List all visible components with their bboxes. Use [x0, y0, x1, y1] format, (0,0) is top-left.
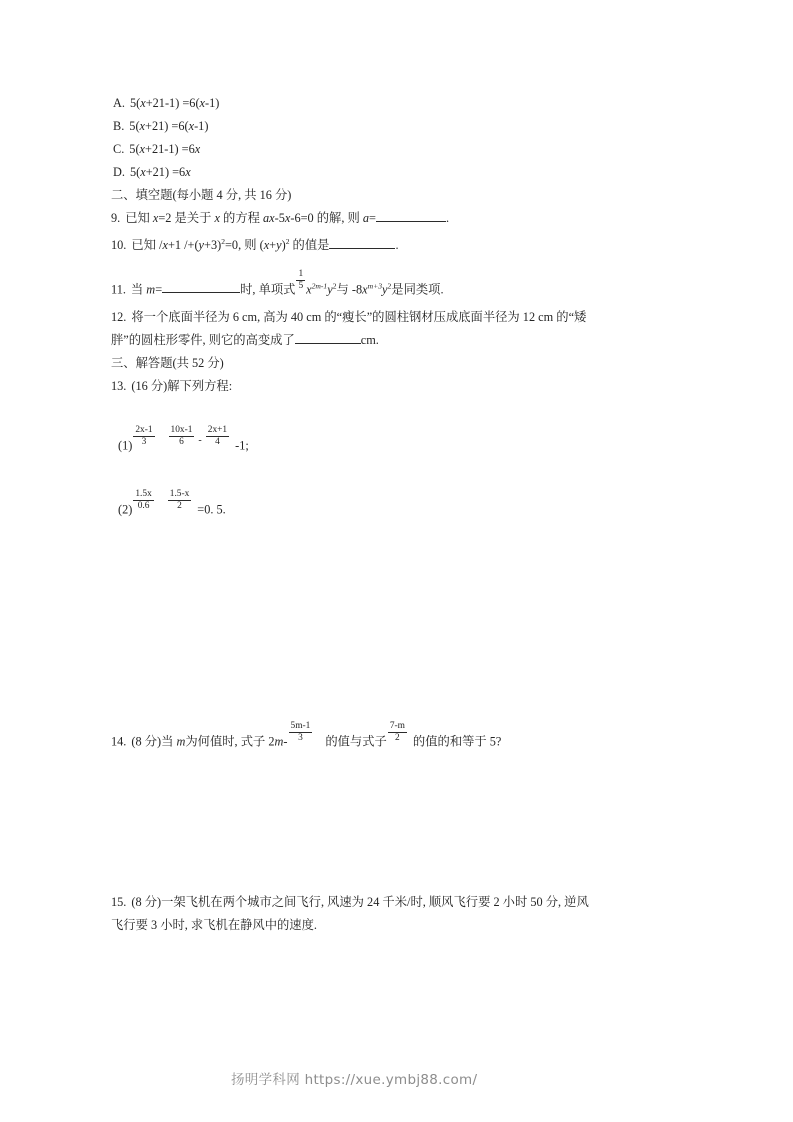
watermark: [231, 1068, 477, 1088]
q11-monomial1-exponent-x: 2m-1: [311, 281, 328, 291]
question-11: [111, 269, 444, 300]
q11-equals: =: [155, 282, 163, 297]
q9-text-1: 已知: [125, 211, 153, 225]
q14-text-4: 的值与式子: [325, 734, 387, 749]
q11-text-5: 是同类项.: [391, 282, 444, 297]
choice-a-coefficient: 5: [129, 96, 137, 110]
choice-a-var-x2: x: [199, 96, 206, 110]
choice-b-coefficient: 5: [129, 119, 136, 133]
q13-item2-tail: =0. 5.: [197, 502, 226, 517]
question-15-line-1: [111, 892, 589, 913]
q11-monomial2-base-y: y: [382, 282, 388, 297]
choice-a-var-x1: x: [140, 96, 146, 110]
choice-d-var-x2: x: [185, 165, 191, 179]
choice-b-letter: B.: [113, 119, 125, 133]
question-12-line-1: [111, 307, 586, 328]
section-three-heading: 三、解答题(共 52 分): [111, 356, 224, 370]
choice-c-coefficient: 5: [129, 142, 136, 156]
q14-frac1-numerator: 5m-1: [290, 721, 311, 731]
q11-coefficient-fraction: [296, 269, 305, 291]
choice-c-var-x1: x: [139, 142, 146, 156]
q9-answer-blank[interactable]: [376, 209, 446, 222]
q9-var-a: a: [362, 211, 370, 225]
q10-number: 10.: [111, 238, 127, 253]
choice-b-minus2: -1: [194, 119, 205, 133]
q13-item2-frac2-numerator: 1.5-x: [169, 489, 190, 499]
q15-text-line1: (8 分)一架飞机在两个城市之间飞行, 风速为 24 千米/时, 顺风飞行要 2 小时 50 分, 逆风: [131, 895, 589, 909]
q13-item1-tail: -1;: [235, 438, 249, 453]
choice-a-mid2: ) =6(: [175, 96, 200, 110]
choice-a-minus1: -1: [164, 96, 176, 110]
q13-item1-label: (1): [118, 438, 133, 453]
question-13-item-1: [118, 425, 249, 456]
choice-c-mid2: ) =6: [174, 142, 195, 156]
q13-item2-fraction-2: [168, 489, 192, 511]
choice-d-var-x1: x: [140, 165, 146, 179]
q10-exponent-2: 2: [285, 237, 290, 246]
question-10: [111, 231, 399, 256]
q13-item1-frac2-numerator: 10x-1: [170, 425, 193, 435]
q14-number: 14.: [111, 734, 127, 749]
q14-frac1-denominator: 3: [298, 732, 303, 743]
question-12-line-2: [111, 330, 379, 351]
q13-item1-frac3-denominator: 4: [215, 436, 220, 447]
q11-monomial2-exponent-x: m+3: [367, 281, 382, 291]
q10-var-x2: x: [263, 238, 270, 253]
choice-option-d: [113, 162, 191, 183]
q13-item1-frac3-numerator: 2x+1: [207, 425, 228, 435]
q13-item2-frac1-denominator: 0.6: [137, 500, 150, 511]
choice-d-coefficient: 5: [129, 165, 137, 179]
q11-monomial1-base-y: y: [327, 282, 333, 297]
choice-c-letter: C.: [113, 142, 125, 156]
choice-b-paren-open: (: [135, 119, 140, 133]
q10-var-y: y: [198, 238, 205, 253]
choice-b-var-x1: x: [139, 119, 146, 133]
choice-b-mid2: ) =6(: [164, 119, 189, 133]
choice-d-mid2: ) =6: [164, 165, 186, 179]
q10-text-1: 已知 /: [131, 238, 163, 253]
q11-monomial1-exponent-y: 2: [332, 281, 337, 291]
question-15-line-2: [111, 915, 317, 936]
q10-var-y2: y: [276, 238, 282, 253]
q11-number: 11.: [111, 282, 126, 297]
q9-equals: =: [369, 211, 376, 225]
q13-item1-frac2-denominator: 6: [179, 436, 184, 447]
q11-fraction-denominator: 5: [298, 280, 304, 291]
choice-d-letter: D.: [113, 165, 125, 179]
q14-fraction-1: [289, 721, 313, 743]
q13-item1-fraction-3: [206, 425, 229, 447]
q11-text-3: 时, 单项式: [240, 282, 296, 297]
choice-b-var-x2: x: [188, 119, 195, 133]
q11-fraction-numerator: 1: [298, 269, 304, 279]
choice-b-paren-close: ): [204, 119, 209, 133]
q10-text-7: 的值是: [289, 238, 330, 253]
choice-b-mid: +21: [145, 119, 165, 133]
q9-text-2: =2 是关于: [158, 211, 215, 225]
q13-item1-frac1-numerator: 2x-1: [135, 425, 153, 435]
watermark-site-name: 扬明学科网: [231, 1072, 300, 1088]
q13-item1-fraction-2: [169, 425, 195, 447]
choice-option-a: [113, 93, 219, 114]
choice-a-letter: A.: [113, 96, 125, 110]
q10-text-5: +: [269, 238, 277, 253]
q12-text-line2a: 胖”的圆柱形零件, 则它的高变成了: [111, 333, 295, 347]
choice-c-var-x2: x: [194, 142, 201, 156]
q13-item2-label: (2): [118, 502, 133, 517]
question-14: [111, 721, 501, 752]
q11-text-4: 与: [336, 282, 352, 297]
q9-text-5: -6=0 的解, 则: [290, 211, 363, 225]
q12-unit-cm: cm.: [360, 333, 379, 347]
q14-text-1: (8 分)当: [131, 734, 177, 749]
choice-a-mid: +21: [145, 96, 165, 110]
choice-option-b: [113, 116, 208, 137]
q9-var-x2: x: [214, 211, 220, 225]
q10-var-x1: x: [162, 238, 168, 253]
q12-answer-blank[interactable]: [295, 331, 361, 344]
watermark-url: https://xue.ymbj88.com/: [304, 1072, 478, 1088]
q10-answer-blank[interactable]: [329, 236, 395, 249]
q9-var-x1: x: [152, 211, 159, 225]
choice-c-mid: +21: [145, 142, 165, 156]
q12-number: 12.: [111, 310, 127, 324]
choice-c-paren-open: (: [135, 142, 140, 156]
q9-var-x3: x: [284, 211, 291, 225]
q9-period: .: [445, 211, 450, 225]
q14-text-5: 的值的和等于 5?: [412, 734, 502, 749]
choice-c-minus1: -1: [164, 142, 175, 156]
question-13-heading: [111, 376, 232, 397]
choice-option-c: [113, 139, 200, 160]
q11-var-m: m: [146, 282, 156, 297]
q14-minus: -: [283, 734, 288, 749]
q9-text-3: 的方程: [219, 211, 264, 225]
q15-text-line2: 飞行要 3 小时, 求飞机在静风中的速度.: [111, 918, 317, 932]
q12-text-line1: 将一个底面半径为 6 cm, 高为 40 cm 的“瘦长”的圆柱钢材压成底面半径为 12 cm 的“矮: [131, 310, 587, 324]
q14-var-m2: m: [274, 734, 284, 749]
q14-frac2-numerator: 7-m: [389, 721, 405, 731]
q10-text-4: =0, 则 (: [225, 238, 264, 253]
q11-monomial2-coefficient: -8: [351, 282, 363, 297]
q9-number: 9.: [111, 211, 121, 225]
choice-d-paren-open: (: [136, 165, 141, 179]
q11-text-1: 当: [130, 282, 147, 297]
q11-answer-blank[interactable]: [162, 280, 240, 293]
q13-number: 13.: [111, 379, 127, 393]
q14-frac2-denominator: 2: [395, 732, 400, 743]
q9-text-4: -5: [274, 211, 285, 225]
q13-instruction: (16 分)解下列方程:: [131, 379, 233, 393]
q10-period: .: [395, 238, 399, 253]
choice-a-paren-open: (: [136, 96, 141, 110]
choice-a-paren-close: ): [215, 96, 220, 110]
q13-item1-operator-minus: -: [198, 435, 202, 447]
q10-text-6: ): [281, 238, 286, 253]
q10-exponent-1: 2: [221, 237, 225, 246]
q13-item1-fraction-1: [133, 425, 154, 447]
q14-var-m1: m: [176, 734, 186, 749]
q14-text-2: 为何值时, 式子 2: [185, 734, 275, 749]
q11-monomial2-base-x: x: [362, 282, 368, 297]
q10-text-2: +1 /+(: [167, 238, 199, 253]
q14-fraction-2: [388, 721, 407, 743]
q15-number: 15.: [111, 895, 127, 909]
q11-monomial1-base-x: x: [306, 282, 312, 297]
choice-a-minus2: -1: [205, 96, 216, 110]
section-two-heading: 二、填空题(每小题 4 分, 共 16 分): [111, 188, 292, 202]
choice-d-mid: +21: [145, 165, 165, 179]
q13-item1-frac1-denominator: 3: [141, 436, 147, 447]
q9-term-ax: ax: [263, 211, 275, 225]
q13-item2-fraction-1: [133, 489, 153, 511]
q13-item2-frac2-denominator: 2: [177, 500, 182, 511]
question-9: [111, 208, 449, 229]
question-13-item-2: [118, 489, 226, 520]
q11-monomial2-exponent-y: 2: [387, 281, 392, 291]
q10-text-3: +3): [204, 238, 222, 253]
q13-item2-frac1-numerator: 1.5x: [135, 489, 152, 499]
